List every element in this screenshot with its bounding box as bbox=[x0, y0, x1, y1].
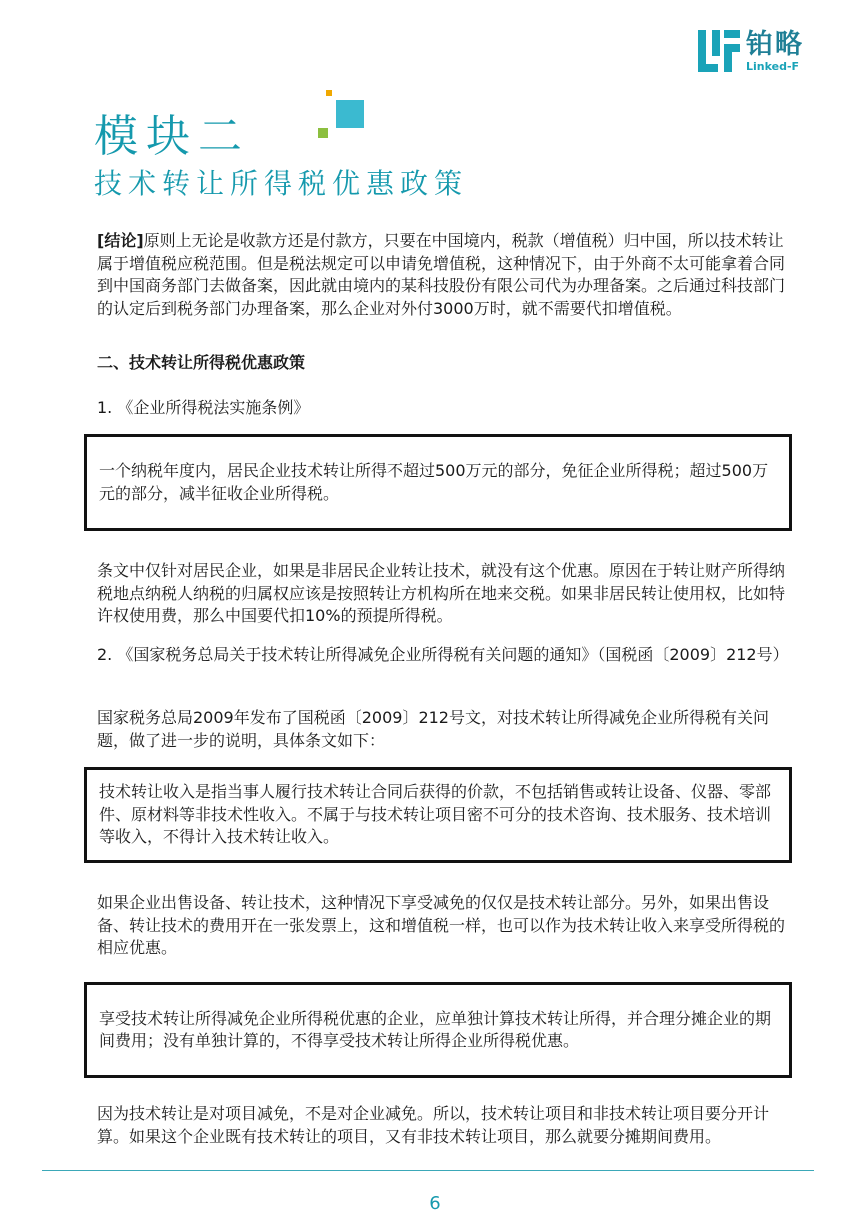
module-subtitle: 技术转让所得税优惠政策 bbox=[94, 167, 469, 200]
logo-mark-icon bbox=[698, 30, 740, 72]
quote-box-1-text: 一个纳税年度内，居民企业技术转让所得不超过500万元的部分，免征企业所得税；超过500万元的部分，减半征收企业所得税。 bbox=[99, 461, 769, 503]
item2-title: 2. 《国家税务总局关于技术转让所得减免企业所得税有关问题的通知》（国税函〔2009〕212号） bbox=[97, 645, 789, 664]
footer-divider bbox=[42, 1170, 814, 1171]
explanation-paragraph-4: 因为技术转让是对项目减免，不是对企业减免。所以，技术转让项目和非技术转让项目要分开计算。如果这个企业既有技术转让的项目，又有非技术转让项目，那么就要分摊期间费用。 bbox=[97, 1104, 770, 1146]
explanation-paragraph-2: 国家税务总局2009年发布了国税函〔2009〕212号文，对技术转让所得减免企业所得税有关问题，做了进一步的说明，具体条文如下： bbox=[97, 708, 769, 750]
quote-box-2 bbox=[84, 767, 792, 863]
decorative-squares-icon bbox=[318, 90, 368, 142]
conclusion-paragraph bbox=[97, 230, 797, 320]
logo-chinese-text: 铂略 bbox=[746, 28, 804, 60]
conclusion-text: 原则上无论是收款方还是付款方，只要在中国境内，税款（增值税）归中国，所以技术转让属于增值税应税范围。但是税法规定可以申请免增值税，这种情况下，由于外商不太可能拿着合同到中国商务部门去做备案，因此就由境内的某科技股份有限公司代为办理备案。之后通过科技部门的认定后到税务部门办理备案，那么企业对外付3000万时，就不需要代扣增值税。 bbox=[97, 231, 786, 318]
brand-logo bbox=[698, 30, 804, 72]
section-heading: 二、技术转让所得税优惠政策 bbox=[97, 353, 306, 372]
page-number: 6 bbox=[429, 1193, 441, 1214]
quote-box-3 bbox=[84, 982, 792, 1078]
explanation-paragraph-1: 条文中仅针对居民企业，如果是非居民企业转让技术，就没有这个优惠。原因在于转让财产所得纳税地点纳税人纳税的归属权应该是按照转让方机构所在地来交税。如果非居民转让使用权，比如特许权使用费，那么中国要代扣10%的预提所得税。 bbox=[97, 561, 786, 625]
quote-box-1 bbox=[84, 434, 792, 531]
conclusion-label: [结论] bbox=[97, 231, 144, 250]
quote-box-3-text: 享受技术转让所得减免企业所得税优惠的企业，应单独计算技术转让所得，并合理分摊企业的期间费用；没有单独计算的，不得享受技术转让所得企业所得税优惠。 bbox=[99, 1008, 772, 1050]
quote-box-2-text: 技术转让收入是指当事人履行技术转让合同后获得的价款，不包括销售或转让设备、仪器、零部件、原材料等非技术性收入。不属于与技术转让项目密不可分的技术咨询、技术服务、技术培训等收入，不得计入技术转让收入。 bbox=[99, 782, 772, 847]
explanation-paragraph-3: 如果企业出售设备、转让技术，这种情况下享受减免的仅仅是技术转让部分。另外，如果出售设备、转让技术的费用开在一张发票上，这和增值税一样，也可以作为技术转让收入来享受所得税的相应优惠。 bbox=[97, 893, 786, 957]
item1-title: 1. 《企业所得税法实施条例》 bbox=[97, 398, 310, 417]
module-title: 模块二 bbox=[94, 111, 250, 162]
logo-english-text: Linked-F bbox=[746, 59, 800, 73]
